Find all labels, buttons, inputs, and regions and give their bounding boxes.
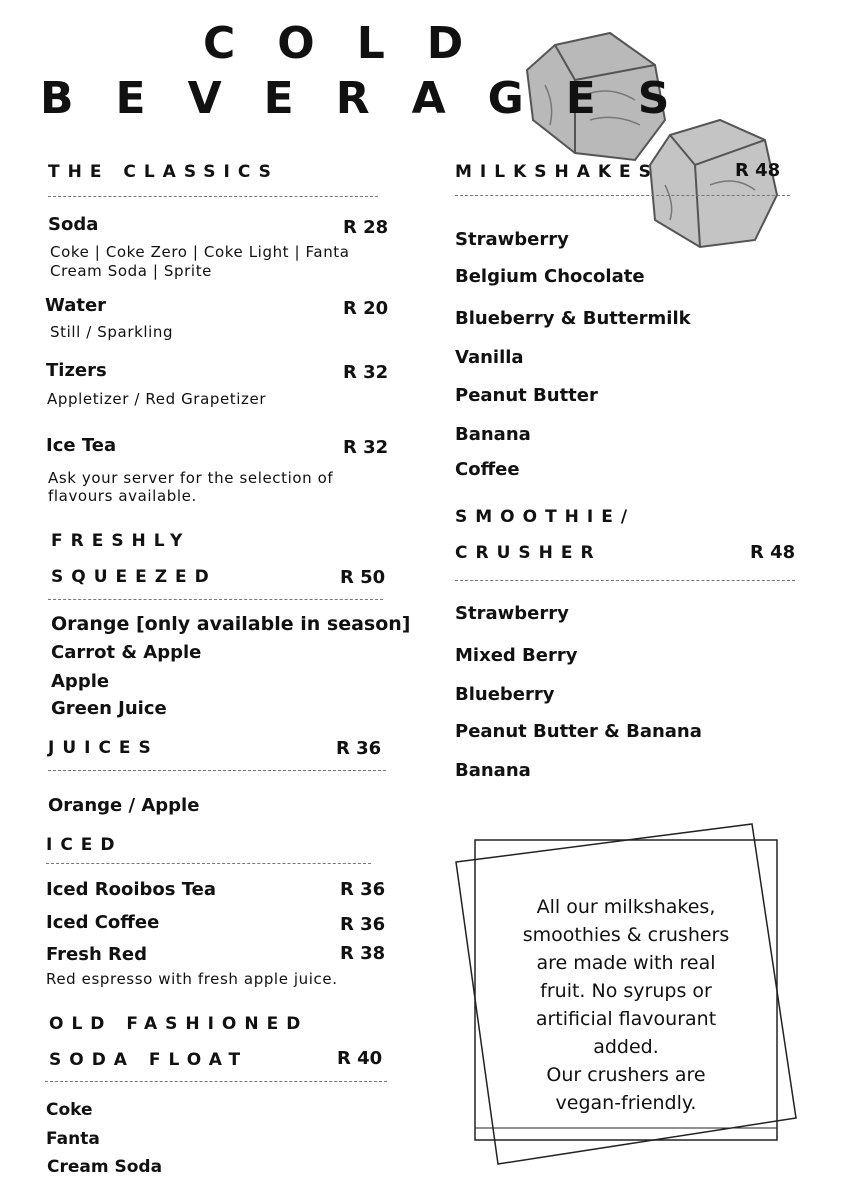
- desc-soda-2: Cream Soda | Sprite: [50, 262, 213, 280]
- divider: [48, 599, 383, 600]
- ice-cube-icon: [650, 120, 777, 247]
- divider: [45, 1081, 387, 1082]
- item-ms-banana: Banana: [455, 424, 531, 445]
- title-line-2: BEVERAGES: [40, 73, 712, 124]
- note-line: fruit. No syrups or: [540, 980, 712, 1002]
- item-sm-blueberry: Blueberry: [455, 684, 555, 705]
- note-line: vegan-friendly.: [555, 1092, 697, 1114]
- desc-tizers: Appletizer / Red Grapetizer: [47, 390, 267, 408]
- note-line: All our milkshakes,: [536, 896, 716, 918]
- note-text: [476, 893, 776, 1117]
- section-heading-iced: ICED: [46, 835, 123, 855]
- section-heading-smoothie-2: CRUSHER: [455, 543, 602, 563]
- price-fresh-red: R 38: [340, 943, 386, 964]
- note-line: smoothies & crushers: [522, 924, 730, 946]
- section-heading-freshly-1: FRESHLY: [51, 531, 191, 551]
- section-heading-freshly-2: SQUEEZED: [51, 567, 217, 587]
- item-float-cream-soda: Cream Soda: [47, 1157, 163, 1177]
- item-freshly-green-juice: Green Juice: [51, 698, 167, 719]
- item-ms-blueberry-buttermilk: Blueberry & Buttermilk: [455, 308, 691, 329]
- section-heading-classics: THE CLASSICS: [48, 162, 279, 182]
- price-smoothie: R 48: [750, 542, 796, 563]
- item-float-coke: Coke: [46, 1100, 93, 1120]
- price-freshly: R 50: [340, 567, 386, 588]
- price-milkshakes: R 48: [735, 160, 781, 181]
- price-tizers: R 32: [343, 362, 389, 383]
- price-iced-coffee: R 36: [340, 914, 386, 935]
- item-sm-pb-banana: Peanut Butter & Banana: [455, 721, 702, 742]
- divider: [46, 863, 371, 864]
- section-heading-float-2: SODA FLOAT: [49, 1050, 249, 1070]
- item-water: Water: [45, 295, 107, 316]
- item-sm-banana: Banana: [455, 760, 531, 781]
- desc-fresh-red: Red espresso with fresh apple juice.: [46, 970, 338, 988]
- item-ms-peanut-butter: Peanut Butter: [455, 385, 598, 406]
- item-float-fanta: Fanta: [46, 1129, 100, 1149]
- item-ms-vanilla: Vanilla: [455, 347, 524, 368]
- desc-ice-tea-2: flavours available.: [48, 487, 197, 505]
- item-freshly-carrot-apple: Carrot & Apple: [51, 642, 202, 663]
- item-ice-tea: Ice Tea: [46, 435, 117, 456]
- item-iced-rooibos: Iced Rooibos Tea: [46, 879, 216, 900]
- item-tizers: Tizers: [46, 360, 107, 381]
- note-line: added.: [593, 1036, 659, 1058]
- price-ice-tea: R 32: [343, 437, 389, 458]
- price-soda: R 28: [343, 217, 389, 238]
- divider: [48, 196, 378, 197]
- section-heading-smoothie-1: SMOOTHIE/: [455, 507, 636, 527]
- section-heading-float-1: OLD FASHIONED: [49, 1014, 309, 1034]
- divider: [48, 770, 386, 771]
- item-ms-strawberry: Strawberry: [455, 229, 569, 250]
- item-fresh-red: Fresh Red: [46, 944, 147, 965]
- item-iced-coffee: Iced Coffee: [46, 912, 160, 933]
- note-line: Our crushers are: [546, 1064, 706, 1086]
- ice-cubes-illustration: [515, 25, 795, 260]
- price-float: R 40: [337, 1048, 383, 1069]
- desc-soda-1: Coke | Coke Zero | Coke Light | Fanta: [50, 243, 350, 261]
- price-juices: R 36: [336, 738, 382, 759]
- title-line-1: COLD: [203, 18, 506, 69]
- section-heading-milkshakes: MILKSHAKES: [455, 162, 659, 182]
- divider: [455, 195, 790, 196]
- item-ms-coffee: Coffee: [455, 459, 520, 480]
- note-line: are made with real: [536, 952, 716, 974]
- item-sm-mixed-berry: Mixed Berry: [455, 645, 578, 666]
- section-heading-juices: JUICES: [48, 738, 159, 758]
- item-freshly-apple: Apple: [51, 671, 110, 692]
- desc-ice-tea-1: Ask your server for the selection of: [48, 469, 334, 487]
- desc-water: Still / Sparkling: [50, 323, 174, 341]
- item-sm-strawberry: Strawberry: [455, 603, 569, 624]
- item-freshly-orange: Orange [only available in season]: [51, 613, 411, 635]
- item-soda: Soda: [48, 214, 99, 235]
- item-juices-orange-apple: Orange / Apple: [48, 795, 200, 816]
- price-water: R 20: [343, 298, 389, 319]
- item-ms-belgium-chocolate: Belgium Chocolate: [455, 266, 645, 287]
- note-line: artificial flavourant: [535, 1008, 717, 1030]
- price-iced-rooibos: R 36: [340, 879, 386, 900]
- divider: [455, 580, 795, 581]
